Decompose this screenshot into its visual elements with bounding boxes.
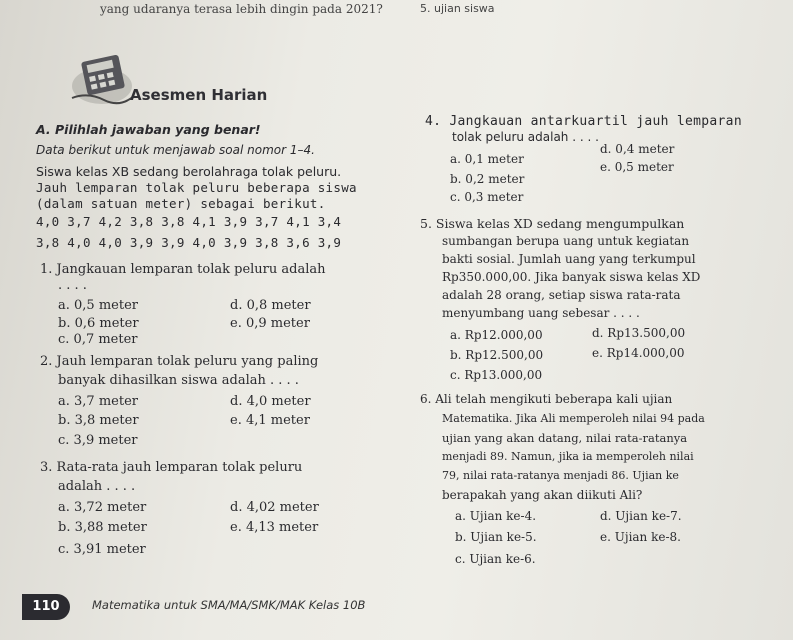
q1-option-c: c. 0,7 meter bbox=[58, 332, 138, 347]
book-title-footer: Matematika untuk SMA/MA/SMK/MAK Kelas 10B bbox=[92, 598, 366, 612]
q3-stem-2: adalah . . . . bbox=[58, 479, 136, 494]
q1-option-e: e. 0,9 meter bbox=[230, 316, 310, 331]
intro-line-2: Jauh lemparan tolak peluru beberapa siswa bbox=[36, 180, 357, 195]
calculator-illustration-icon bbox=[68, 48, 138, 110]
fragment-text: ujian siswa bbox=[434, 2, 495, 15]
q2-stem-2: banyak dihasilkan siswa adalah . . . . bbox=[58, 373, 299, 388]
q5-stem-2: sumbangan berupa uang untuk kegiatan bbox=[442, 234, 690, 248]
q4-stem-2: tolak peluru adalah . . . . bbox=[452, 130, 599, 144]
q1-option-a: a. 0,5 meter bbox=[58, 298, 138, 313]
q6-stem-4: menjadi 89. Namun, jika ia memperoleh nilai bbox=[442, 450, 694, 463]
q1-stem-1: 1. Jangkauan lemparan tolak peluru adalah bbox=[40, 262, 326, 277]
q5-option-e: e. Rp14.000,00 bbox=[592, 346, 685, 360]
q2-option-c: c. 3,9 meter bbox=[58, 433, 138, 448]
q5-stem-3: bakti sosial. Jumlah uang yang terkumpul bbox=[442, 252, 696, 266]
q2-option-b: b. 3,8 meter bbox=[58, 413, 139, 428]
q3-option-a: a. 3,72 meter bbox=[58, 500, 147, 515]
q4-option-e: e. 0,5 meter bbox=[600, 160, 674, 174]
q5-option-d: d. Rp13.500,00 bbox=[592, 326, 686, 340]
q1-option-b: b. 0,6 meter bbox=[58, 316, 139, 331]
intro-line-3: (dalam satuan meter) sebagai berikut. bbox=[36, 196, 326, 211]
instruction-text: Data berikut untuk menjawab soal nomor 1–4. bbox=[36, 143, 315, 157]
q5-stem-1: 5. Siswa kelas XD sedang mengumpulkan bbox=[420, 216, 685, 231]
q5-stem-4: Rp350.000,00. Jika banyak siswa kelas XD bbox=[442, 270, 701, 284]
q3-option-c: c. 3,91 meter bbox=[58, 542, 146, 557]
q5-stem-6: menyumbang uang sebesar . . . . bbox=[442, 306, 640, 320]
previous-question-tail: yang udaranya terasa lebih dingin pada 2021? bbox=[100, 2, 383, 16]
q4-stem-1: 4. Jangkauan antarkuartil jauh lemparan bbox=[425, 114, 742, 129]
intro-line-1: Siswa kelas XB sedang berolahraga tolak peluru. bbox=[36, 164, 342, 179]
data-row-2: 3,8 4,0 4,0 3,9 3,9 4,0 3,9 3,8 3,6 3,9 bbox=[36, 235, 342, 250]
q6-stem-3: ujian yang akan datang, nilai rata-ratanya bbox=[442, 431, 688, 445]
q1-stem-2: . . . . bbox=[58, 278, 87, 293]
q2-option-e: e. 4,1 meter bbox=[230, 413, 310, 428]
q5-option-a: a. Rp12.000,00 bbox=[450, 328, 543, 342]
section-heading: A. Pilihlah jawaban yang benar! bbox=[36, 122, 261, 137]
q3-option-e: e. 4,13 meter bbox=[230, 520, 319, 535]
q6-option-c: c. Ujian ke-6. bbox=[455, 552, 536, 566]
q3-option-b: b. 3,88 meter bbox=[58, 520, 147, 535]
q6-stem-5: 79, nilai rata-ratanya menjadi 86. Ujian ke bbox=[442, 469, 679, 482]
q1-option-d: d. 0,8 meter bbox=[230, 298, 311, 313]
q6-stem-1: 6. Ali telah mengikuti beberapa kali ujian bbox=[420, 392, 673, 406]
q5-option-c: c. Rp13.000,00 bbox=[450, 368, 543, 382]
page-number-badge: 110 bbox=[22, 594, 70, 620]
data-row-1: 4,0 3,7 4,2 3,8 3,8 4,1 3,9 3,7 4,1 3,4 bbox=[36, 214, 342, 229]
q6-stem-6: berapakah yang akan diikuti Ali? bbox=[442, 488, 643, 502]
previous-question-fragment bbox=[420, 2, 495, 15]
q6-stem-2: Matematika. Jika Ali memperoleh nilai 94 pada bbox=[442, 412, 705, 425]
q4-option-a: a. 0,1 meter bbox=[450, 152, 524, 166]
section-title: Asesmen Harian bbox=[130, 86, 268, 104]
q3-option-d: d. 4,02 meter bbox=[230, 500, 319, 515]
q5-stem-5: adalah 28 orang, setiap siswa rata-rata bbox=[442, 288, 681, 302]
q5-option-b: b. Rp12.500,00 bbox=[450, 348, 544, 362]
fragment-number: 5. bbox=[420, 2, 431, 15]
q6-option-d: d. Ujian ke-7. bbox=[600, 509, 682, 523]
q4-option-b: b. 0,2 meter bbox=[450, 172, 525, 186]
q2-option-a: a. 3,7 meter bbox=[58, 394, 138, 409]
q6-option-e: e. Ujian ke-8. bbox=[600, 530, 681, 544]
q4-option-d: d. 0,4 meter bbox=[600, 142, 675, 156]
q2-stem-1: 2. Jauh lemparan tolak peluru yang paling bbox=[40, 354, 319, 369]
q2-option-d: d. 4,0 meter bbox=[230, 394, 311, 409]
q3-stem-1: 3. Rata-rata jauh lemparan tolak peluru bbox=[40, 460, 303, 475]
q6-option-b: b. Ujian ke-5. bbox=[455, 530, 537, 544]
q4-option-c: c. 0,3 meter bbox=[450, 190, 524, 204]
q6-option-a: a. Ujian ke-4. bbox=[455, 509, 537, 523]
